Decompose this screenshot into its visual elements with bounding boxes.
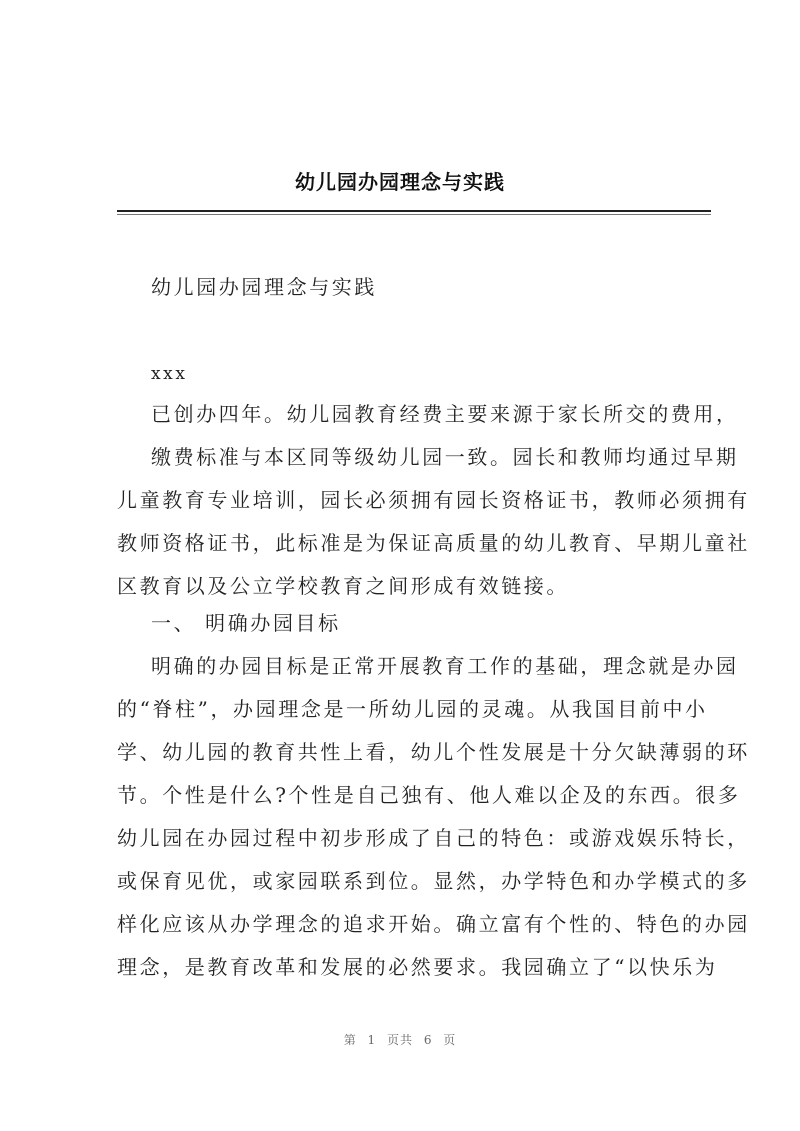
- page-header-title: 幼儿园办园理念与实践: [295, 170, 505, 194]
- paragraph-line: 缴费标准与本区同等级幼儿园一致。园长和教师均通过早期: [151, 445, 739, 469]
- paragraph-line: 的“脊柱”，办园理念是一所幼儿园的灵魂。从我国目前中小: [117, 697, 708, 721]
- paragraph-line: 或保育见优，或家园联系到位。显然，办学特色和办学模式的多: [117, 869, 750, 893]
- paragraph-line: 区教育以及公立学校教育之间形成有效链接。: [117, 574, 569, 598]
- header-divider: [117, 210, 711, 212]
- paragraph-line: 已创办四年。幼儿园教育经费主要来源于家长所交的费用，: [151, 402, 739, 426]
- paragraph-line: 理念，是教育改革和发展的必然要求。我园确立了“以快乐为: [117, 955, 718, 979]
- paragraph-line: 儿童教育专业培训，园长必须拥有园长资格证书，教师必须拥有: [117, 488, 750, 512]
- header-divider-thin: [117, 214, 711, 215]
- author-line: xxx: [151, 364, 188, 384]
- document-title-line: 幼儿园办园理念与实践: [151, 275, 377, 299]
- paragraph-line: 幼儿园在办园过程中初步形成了自己的特色：或游戏娱乐特长，: [117, 826, 750, 850]
- paragraph-line: 节。个性是什么?个性是自己独有、他人难以企及的东西。很多: [117, 783, 741, 807]
- page-number-footer: 第 1 页共 6 页: [343, 1033, 457, 1047]
- paragraph-line: 明确的办园目标是正常开展教育工作的基础，理念就是办园: [151, 654, 739, 678]
- paragraph-line: 学、幼儿园的教育共性上看，幼儿个性发展是十分欠缺薄弱的环: [117, 740, 750, 764]
- paragraph-line: 教师资格证书，此标准是为保证高质量的幼儿教育、早期儿童社: [117, 531, 750, 555]
- paragraph-line: 样化应该从办学理念的追求开始。确立富有个性的、特色的办园: [117, 912, 750, 936]
- section-heading: 一、 明确办园目标: [151, 611, 341, 635]
